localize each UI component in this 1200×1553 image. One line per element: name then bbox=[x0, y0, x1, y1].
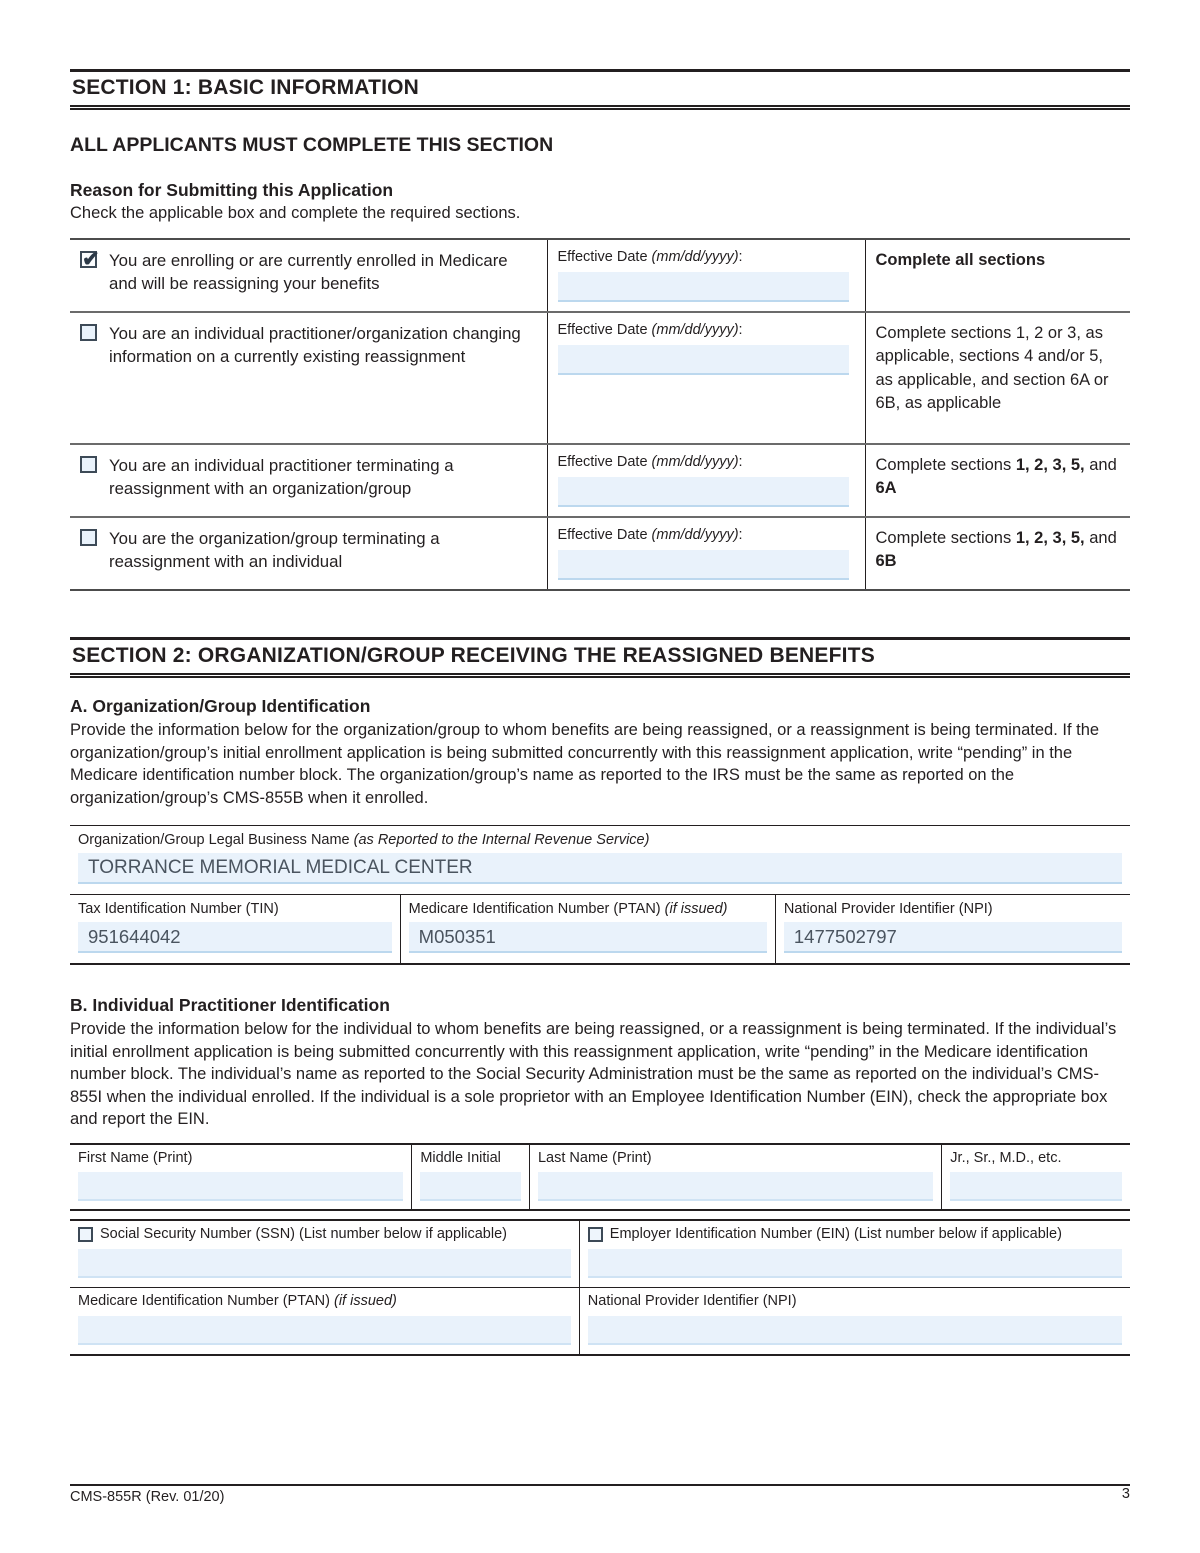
reason-checkbox-changing-info[interactable] bbox=[80, 324, 97, 341]
reason-label: You are the organization/group terminating a reassignment with an individual bbox=[109, 529, 440, 572]
reason-label: You are an individual practitioner terminating a reassignment with an organization/group bbox=[109, 456, 454, 499]
tin-label: Tax Identification Number (TIN) bbox=[78, 901, 279, 917]
ein-label: Employer Identification Number (EIN) (List number below if applicable) bbox=[609, 1225, 1062, 1242]
tin-input[interactable]: 951644042 bbox=[78, 922, 392, 953]
middle-initial-input[interactable] bbox=[420, 1172, 521, 1201]
ein-checkbox[interactable] bbox=[588, 1227, 603, 1242]
reason-heading: Reason for Submitting this Application bbox=[70, 180, 394, 200]
practitioner-name-table bbox=[70, 1143, 1130, 1211]
reason-checkbox-practitioner-terminating[interactable] bbox=[80, 456, 97, 473]
first-name-input[interactable] bbox=[78, 1172, 403, 1201]
part-a-paragraph: Provide the information below for the organization/group to whom benefits are being reassigned, or a reassignment is being terminated. If the organization/group’s initial enrollment application is being submitted concurrently with this reassignment application, write “pending” in the Medicare identification number block. The organization/group’s name as reported to the IRS must be the same as reported on the organization/group’s CMS-855B when it enrolled. bbox=[70, 721, 1100, 807]
org-npi-input[interactable]: 1477502797 bbox=[784, 922, 1122, 953]
ssn-input[interactable] bbox=[78, 1249, 571, 1278]
suffix-input[interactable] bbox=[950, 1172, 1122, 1201]
org-ptan-input[interactable]: M050351 bbox=[409, 922, 767, 953]
last-name-label: Last Name (Print) bbox=[537, 1149, 652, 1166]
section2-header: SECTION 2: ORGANIZATION/GROUP RECEIVING THE REASSIGNED BENEFITS bbox=[70, 637, 1130, 678]
practitioner-npi-input[interactable] bbox=[588, 1316, 1122, 1345]
section1-header: SECTION 1: BASIC INFORMATION bbox=[70, 69, 1130, 110]
org-npi-label: National Provider Identifier (NPI) bbox=[783, 901, 993, 917]
effective-date-label: Effective Date (mm/dd/yyyy): bbox=[557, 322, 743, 338]
reason-label: You are enrolling or are currently enrolled in Medicare and will be reassigning your benefits bbox=[109, 251, 508, 294]
practitioner-ptan-input[interactable] bbox=[78, 1316, 571, 1345]
ssn-label: Social Security Number (SSN) (List number below if applicable) bbox=[100, 1225, 507, 1242]
reason-instruction: Check the applicable box and complete the required sections. bbox=[70, 204, 521, 222]
effective-date-input[interactable] bbox=[558, 550, 849, 580]
org-name-label: Organization/Group Legal Business Name (as Reported to the Internal Revenue Service) bbox=[78, 832, 650, 848]
effective-date-input[interactable] bbox=[558, 345, 849, 375]
reason-checkbox-enrolling[interactable]: ✔ bbox=[82, 248, 100, 271]
complete-instructions: Complete all sections bbox=[865, 239, 1130, 312]
first-name-label: First Name (Print) bbox=[78, 1149, 193, 1166]
effective-date-input[interactable] bbox=[558, 272, 849, 302]
table-row bbox=[70, 312, 1130, 444]
ein-input[interactable] bbox=[588, 1249, 1122, 1278]
reason-label: You are an individual practitioner/organization changing information on a currently existing reassignment bbox=[109, 324, 521, 367]
page-footer bbox=[70, 1484, 1130, 1505]
table-row bbox=[70, 444, 1130, 517]
effective-date-input[interactable] bbox=[558, 477, 849, 507]
section1-subtitle: ALL APPLICANTS MUST COMPLETE THIS SECTION bbox=[70, 134, 554, 156]
part-b-paragraph: Provide the information below for the individual to whom benefits are being reassigned, or a reassignment is being terminated. If the individual’s initial enrollment application is being submitted concurrently with this reassignment application, write “pending” in the Medicare identification number block. The individual’s name as reported to the Social Security Administration must be the same as reported on the individual’s CMS-855I when the individual enrolled. If the individual is a sole proprietor with an Employee Identification Number (EIN), check the appropriate box and report the EIN. bbox=[70, 1020, 1117, 1128]
practitioner-npi-label: National Provider Identifier (NPI) bbox=[587, 1292, 797, 1309]
org-name-input[interactable]: TORRANCE MEMORIAL MEDICAL CENTER bbox=[78, 853, 1122, 884]
organization-identification-table bbox=[70, 825, 1130, 965]
effective-date-label: Effective Date (mm/dd/yyyy): bbox=[557, 527, 743, 543]
table-row bbox=[70, 239, 1130, 312]
effective-date-label: Effective Date (mm/dd/yyyy): bbox=[557, 454, 743, 470]
complete-instructions: Complete sections 1, 2 or 3, as applicable, sections 4 and/or 5, as applicable, and section 6A or 6B, as applicable bbox=[865, 312, 1130, 444]
complete-instructions: Complete sections 1, 2, 3, 5, and 6B bbox=[865, 517, 1130, 590]
form-number: CMS-855R (Rev. 01/20) bbox=[70, 1489, 225, 1505]
suffix-label: Jr., Sr., M.D., etc. bbox=[950, 1149, 1062, 1166]
page-number: 3 bbox=[1121, 1486, 1130, 1502]
middle-initial-label: Middle Initial bbox=[420, 1149, 501, 1166]
complete-instructions: Complete sections 1, 2, 3, 5, and 6A bbox=[865, 444, 1130, 517]
practitioner-id-numbers-table bbox=[70, 1219, 1130, 1356]
reason-table bbox=[70, 238, 1130, 591]
last-name-input[interactable] bbox=[538, 1172, 933, 1201]
reason-checkbox-group-terminating[interactable] bbox=[80, 529, 97, 546]
practitioner-ptan-label: Medicare Identification Number (PTAN) (if issued) bbox=[78, 1292, 397, 1309]
table-row bbox=[70, 517, 1130, 590]
part-a-heading: A. Organization/Group Identification bbox=[70, 696, 371, 716]
effective-date-label: Effective Date (mm/dd/yyyy): bbox=[557, 249, 743, 265]
part-b-heading: B. Individual Practitioner Identification bbox=[70, 995, 390, 1015]
org-ptan-label: Medicare Identification Number (PTAN) (if issued) bbox=[408, 901, 728, 917]
ssn-checkbox[interactable] bbox=[78, 1227, 93, 1242]
